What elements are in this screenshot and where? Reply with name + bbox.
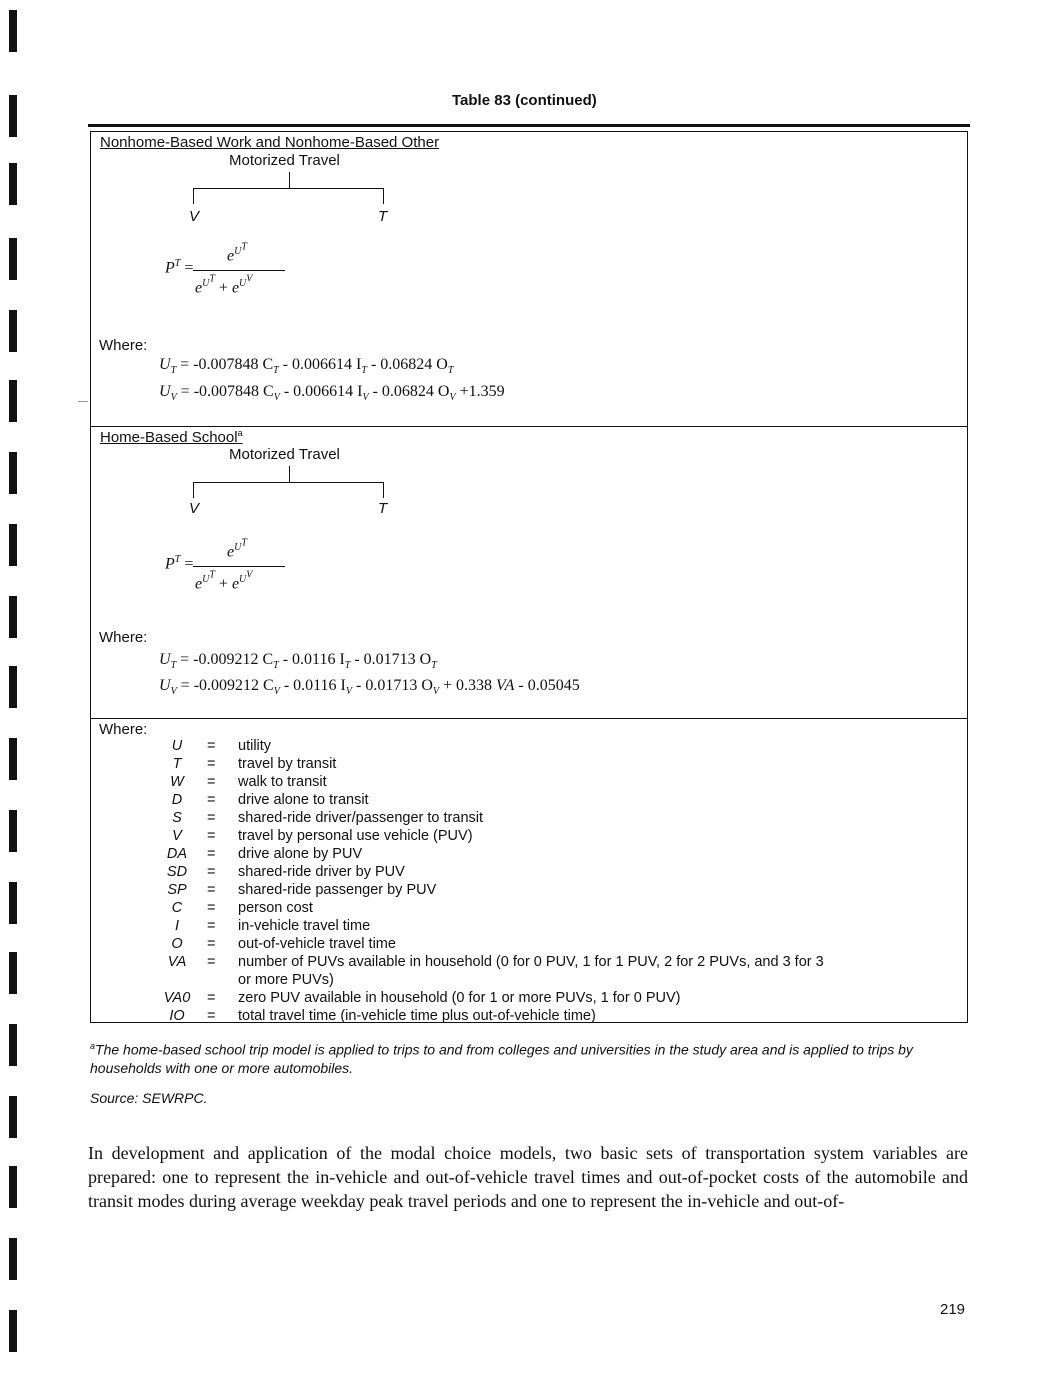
- section-divider: [91, 426, 967, 427]
- binding-mark: [9, 524, 17, 566]
- binding-mark: [9, 1166, 17, 1208]
- binding-mark: [9, 10, 17, 52]
- table-title: Table 83 (continued): [452, 92, 597, 109]
- source-note: Source: SEWRPC.: [90, 1090, 208, 1106]
- model-table: Nonhome-Based Work and Nonhome-Based Other Motorized Travel V T $P^T$ = $e^{U^T}$ $e^{U^T} + e^{U^V}$ Where: $U_T = -0.007848$ $C_T - 0.006614$ $I_T - 0.06824$ $O_T$ $U_V = -0.007848$ $C_V - 0.006614$ $I_V - 0.06824$ $O_V +1.359$ Home-Based School$^a$ Motorized Travel V T $P^T$ = $e^{U^T}$ $e^{U^T} + e^{U^V}$ Where: $U_T = -0.009212$ $C_T - 0.0116$ $I_T - 0.01713$ $O_T$ $U_V = -0.009212$ $C_V - 0.0116$ $I_V - 0.01713$ $O_V + 0.338$ VA - 0.05045 Where: U = utility T = travel by transit W = walk to transit D = drive alone to transit S = shared-ride driver/passenger to transit V = travel by personal use vehicle (PUV) DA = drive alone by PUV SD = shared-ride driver by PUV SP = shared-ride passenger by PUV C = person cost I = in-vehicle travel time O = out-of-vehicle travel time VA = number of PUVs available in household (0 for 0 PUV, 1 for 1 PUV, 2 for 2 PUVs, and 3 for 3 or more PUVs) VA0 = zero PUV available in household (0 for 1 or more PUVs, 1 for 0 PUV) IO = total travel time (in-vehicle time plus out-of-vehicle time): [90, 131, 968, 1023]
- body-paragraph: In development and application of the modal choice models, two basic sets of transportation system variables are prepared: one to represent the in-vehicle and out-of-vehicle travel times and out-of-pocket costs of the automobile and transit modes during average weekday peak travel periods and one to represent the in-vehicle and out-of-: [88, 1143, 968, 1211]
- binding-mark: [9, 810, 17, 852]
- binding-mark: [9, 95, 17, 137]
- binding-mark: [9, 380, 17, 422]
- tree-branch-line: [193, 482, 383, 483]
- binding-mark: [9, 310, 17, 352]
- binding-mark: [9, 1096, 17, 1138]
- variable-legend: U = utility T = travel by transit W = walk to transit D = drive alone to transit S = shared-ride driver/passenger to transit V = travel by personal use vehicle (PUV) DA = drive alone by PUV SD = shared-ride driver by PUV SP = shared-ride passenger by PUV C = person cost I = in-vehicle travel time O = out-of-vehicle travel time VA = number of PUVs available in household (0 for 0 PUV, 1 for 1 PUV, 2 for 2 PUVs, and 3 for 3 or more PUVs) VA0 = zero PUV available in household (0 for 1 or more PUVs, 1 for 0 PUV) IO = total travel time (in-vehicle time plus out-of-vehicle time): [163, 738, 824, 1024]
- tree-stem: [289, 172, 290, 188]
- binding-mark: [9, 163, 17, 205]
- section-title: Nonhome-Based Work and Nonhome-Based Other: [100, 134, 440, 151]
- binding-mark: [9, 1024, 17, 1066]
- utility-equation-vehicle: $U_V = -0.007848$ $C_V - 0.006614$ $I_V - 0.06824$ $O_V +1.359$: [159, 383, 505, 404]
- binding-mark: [9, 1310, 17, 1352]
- tree-branch-t: T: [378, 208, 388, 225]
- binding-mark: [9, 738, 17, 780]
- tree-left-leg: [193, 482, 194, 498]
- tree-branch-line: [193, 188, 383, 189]
- table-footnote: $^a$The home-based school trip model is applied to trips to and from colleges and universities in the study area and is applied to trips by households with one or more automobiles.: [90, 1041, 913, 1076]
- utility-equation-transit: $U_T = -0.007848$ $C_T - 0.006614$ $I_T - 0.06824$ $O_T$: [159, 356, 454, 377]
- top-rule: [88, 124, 970, 127]
- tree-stem: [289, 466, 290, 482]
- page-number: 219: [940, 1301, 966, 1318]
- tree-branch-v: V: [189, 208, 200, 225]
- tree-branch-t: T: [378, 500, 388, 517]
- tree-branch-v: V: [189, 500, 200, 517]
- section-title: Home-Based School$^a$: [100, 428, 243, 446]
- binding-mark: [9, 238, 17, 280]
- utility-equation-transit: $U_T = -0.009212$ $C_T - 0.0116$ $I_T - 0.01713$ $O_T$: [159, 651, 437, 672]
- binding-mark: [9, 1238, 17, 1280]
- tree-root: Motorized Travel: [229, 446, 340, 463]
- tree-left-leg: [193, 188, 194, 204]
- margin-tick: [78, 401, 88, 402]
- utility-equation-vehicle: $U_V = -0.009212$ $C_V - 0.0116$ $I_V - 0.01713$ $O_V + 0.338$ VA - 0.05045: [159, 677, 580, 698]
- tree-root: Motorized Travel: [229, 152, 340, 169]
- where-label: Where:: [99, 629, 148, 646]
- binding-mark: [9, 452, 17, 494]
- binding-mark: [9, 882, 17, 924]
- where-label: Where:: [99, 337, 148, 354]
- binding-mark: [9, 952, 17, 994]
- binding-mark: [9, 666, 17, 708]
- where-label: Where:: [99, 721, 148, 738]
- binding-mark: [9, 596, 17, 638]
- tree-right-leg: [383, 482, 384, 498]
- tree-right-leg: [383, 188, 384, 204]
- section-divider: [91, 718, 967, 719]
